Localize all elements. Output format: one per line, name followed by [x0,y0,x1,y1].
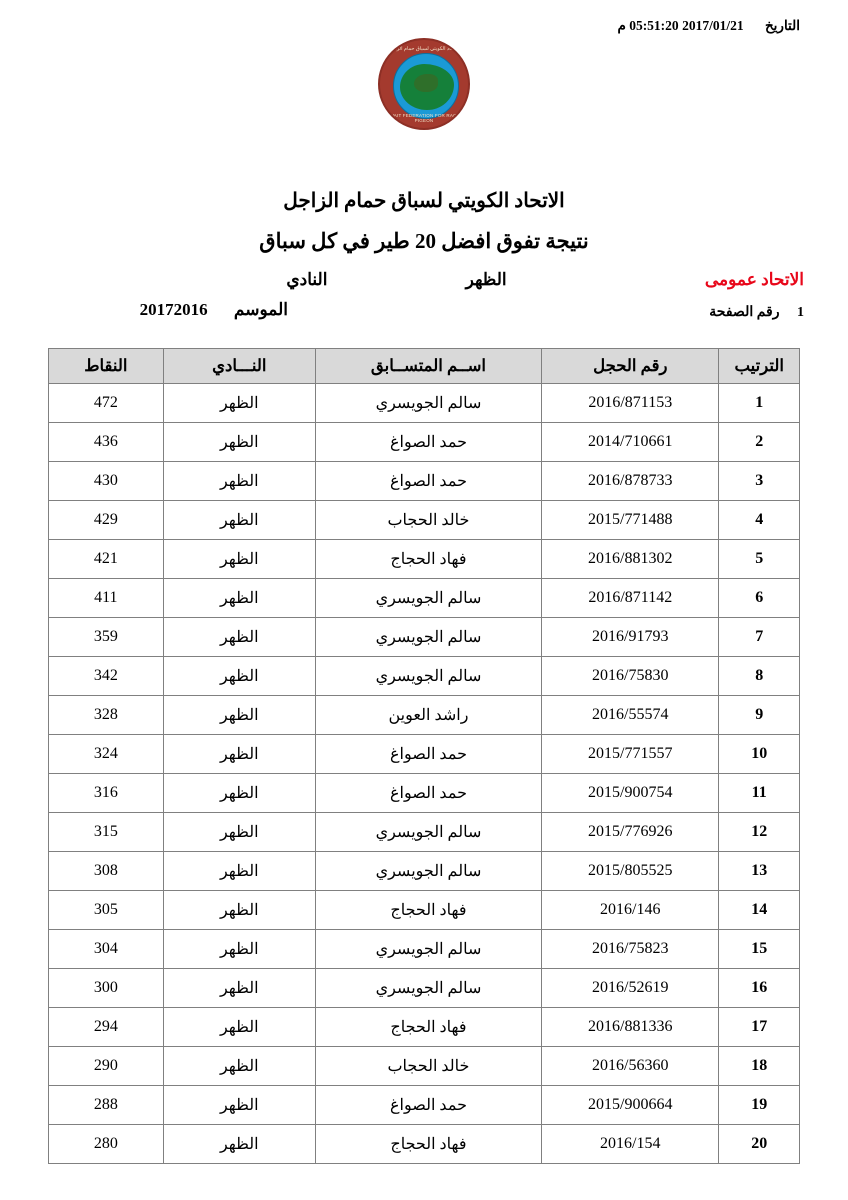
column-header-rank: الترتيب [719,349,800,384]
table-row [49,852,800,891]
season-value: 20172016 [139,300,208,319]
cell-ring: 2015/900664 [542,1086,719,1125]
cell-ring: 2016/871153 [542,384,719,423]
cell-club: الظهر [163,1047,315,1086]
cell-points: 305 [49,891,164,930]
cell-ring: 2016/75823 [542,930,719,969]
table-row [49,1086,800,1125]
pigeon-icon [414,74,438,92]
cell-ring: 2016/881336 [542,1008,719,1047]
table-row [49,1125,800,1164]
cell-ring: 2016/75830 [542,657,719,696]
cell-club: الظهر [163,774,315,813]
cell-rank: 19 [719,1086,800,1125]
cell-club: الظهر [163,384,315,423]
cell-club: الظهر [163,1086,315,1125]
cell-name: حمد الصواغ [315,774,541,813]
table-row [49,891,800,930]
cell-ring: 2016/91793 [542,618,719,657]
table-header-row [49,349,800,384]
cell-points: 290 [49,1047,164,1086]
cell-name: سالم الجويسري [315,618,541,657]
page-number-label: رقم الصفحة [709,305,780,320]
federation-logo [378,38,470,130]
table-row [49,384,800,423]
season-row [140,300,288,320]
cell-name: حمد الصواغ [315,423,541,462]
cell-club: الظهر [163,579,315,618]
cell-ring: 2016/871142 [542,579,719,618]
table-row [49,462,800,501]
cell-club: الظهر [163,618,315,657]
cell-name: سالم الجويسري [315,384,541,423]
cell-name: راشد العوين [315,696,541,735]
cell-rank: 14 [719,891,800,930]
document-titles [0,188,848,254]
cell-ring: 2015/805525 [542,852,719,891]
cell-name: سالم الجويسري [315,657,541,696]
table-row [49,657,800,696]
cell-rank: 5 [719,540,800,579]
cell-rank: 11 [719,774,800,813]
cell-ring: 2016/881302 [542,540,719,579]
cell-ring: 2016/878733 [542,462,719,501]
cell-points: 328 [49,696,164,735]
season-label: الموسم [233,300,288,319]
cell-rank: 18 [719,1047,800,1086]
cell-points: 429 [49,501,164,540]
page-title: الاتحاد الكويتي لسباق حمام الزاجل [283,190,565,212]
cell-name: سالم الجويسري [315,852,541,891]
cell-club: الظهر [163,852,315,891]
cell-club: الظهر [163,930,315,969]
print-date-value: 2017/01/21 05:51:20 م [617,18,744,33]
cell-name: فهاد الحجاج [315,1008,541,1047]
cell-rank: 15 [719,930,800,969]
table-row [49,540,800,579]
table-row [49,618,800,657]
cell-ring: 2015/776926 [542,813,719,852]
logo-inner-disc [393,53,459,119]
cell-rank: 7 [719,618,800,657]
column-header-points: النقاط [49,349,164,384]
cell-club: الظهر [163,423,315,462]
logo-arabic-text: الاتحاد الكويتي لسباق حمام الزاجل [388,46,460,52]
cell-club: الظهر [163,696,315,735]
table-row [49,696,800,735]
cell-rank: 10 [719,735,800,774]
cell-rank: 1 [719,384,800,423]
cell-rank: 4 [719,501,800,540]
cell-club: الظهر [163,657,315,696]
club-value: الظهر [465,270,507,289]
document-top-row [0,0,848,40]
cell-points: 315 [49,813,164,852]
cell-club: الظهر [163,501,315,540]
cell-ring: 2015/771488 [542,501,719,540]
table-row [49,969,800,1008]
cell-points: 472 [49,384,164,423]
table-row [49,579,800,618]
table-row [49,774,800,813]
results-table [48,348,800,1164]
cell-club: الظهر [163,735,315,774]
cell-points: 316 [49,774,164,813]
cell-points: 324 [49,735,164,774]
cell-rank: 13 [719,852,800,891]
cell-club: الظهر [163,462,315,501]
cell-name: فهاد الحجاج [315,540,541,579]
cell-points: 308 [49,852,164,891]
cell-name: حمد الصواغ [315,462,541,501]
cell-name: خالد الحجاب [315,1047,541,1086]
table-row [49,813,800,852]
cell-points: 359 [49,618,164,657]
cell-club: الظهر [163,813,315,852]
cell-name: حمد الصواغ [315,735,541,774]
cell-ring: 2016/154 [542,1125,719,1164]
table-row [49,1008,800,1047]
column-header-ring: رقم الحجل [542,349,719,384]
cell-rank: 17 [719,1008,800,1047]
page-subtitle: نتيجة تفوق افضل 20 طير في كل سباق [259,229,589,253]
page-number-value: 1 [797,305,804,320]
cell-club: الظهر [163,891,315,930]
cell-rank: 20 [719,1125,800,1164]
cell-rank: 12 [719,813,800,852]
cell-points: 430 [49,462,164,501]
document-info [0,270,848,334]
cell-ring: 2014/710661 [542,423,719,462]
cell-name: سالم الجويسري [315,579,541,618]
table-row [49,501,800,540]
cell-rank: 2 [719,423,800,462]
cell-name: فهاد الحجاج [315,1125,541,1164]
cell-ring: 2016/55574 [542,696,719,735]
cell-points: 304 [49,930,164,969]
cell-club: الظهر [163,540,315,579]
cell-points: 411 [49,579,164,618]
cell-ring: 2016/52619 [542,969,719,1008]
logo-outer-ring [378,38,470,130]
cell-name: سالم الجويسري [315,930,541,969]
cell-points: 294 [49,1008,164,1047]
cell-points: 436 [49,423,164,462]
club-row [0,270,848,290]
cell-name: سالم الجويسري [315,969,541,1008]
cell-points: 342 [49,657,164,696]
cell-points: 300 [49,969,164,1008]
cell-club: الظهر [163,1125,315,1164]
cell-rank: 16 [719,969,800,1008]
cell-name: حمد الصواغ [315,1086,541,1125]
cell-ring: 2016/56360 [542,1047,719,1086]
cell-rank: 9 [719,696,800,735]
column-header-club: النـــادي [163,349,315,384]
print-date [617,18,800,34]
table-row [49,735,800,774]
table-row [49,930,800,969]
cell-club: الظهر [163,1008,315,1047]
cell-ring: 2015/900754 [542,774,719,813]
union-note: الاتحاد عمومى [704,270,804,289]
cell-ring: 2016/146 [542,891,719,930]
table-row [49,1047,800,1086]
cell-rank: 6 [719,579,800,618]
logo-english-text: KUWAIT FEDERATION FOR RACING PIGEON [382,113,466,123]
cell-name: خالد الحجاب [315,501,541,540]
cell-club: الظهر [163,969,315,1008]
column-header-name: اســم المتســابق [315,349,541,384]
cell-name: فهاد الحجاج [315,891,541,930]
cell-ring: 2015/771557 [542,735,719,774]
cell-points: 280 [49,1125,164,1164]
cell-rank: 8 [719,657,800,696]
club-label: النادي [286,270,328,289]
cell-rank: 3 [719,462,800,501]
cell-points: 421 [49,540,164,579]
cell-points: 288 [49,1086,164,1125]
print-date-label: التاريخ [764,18,800,33]
table-row [49,423,800,462]
cell-name: سالم الجويسري [315,813,541,852]
table-body [49,384,800,1164]
page-number-row [709,304,804,321]
